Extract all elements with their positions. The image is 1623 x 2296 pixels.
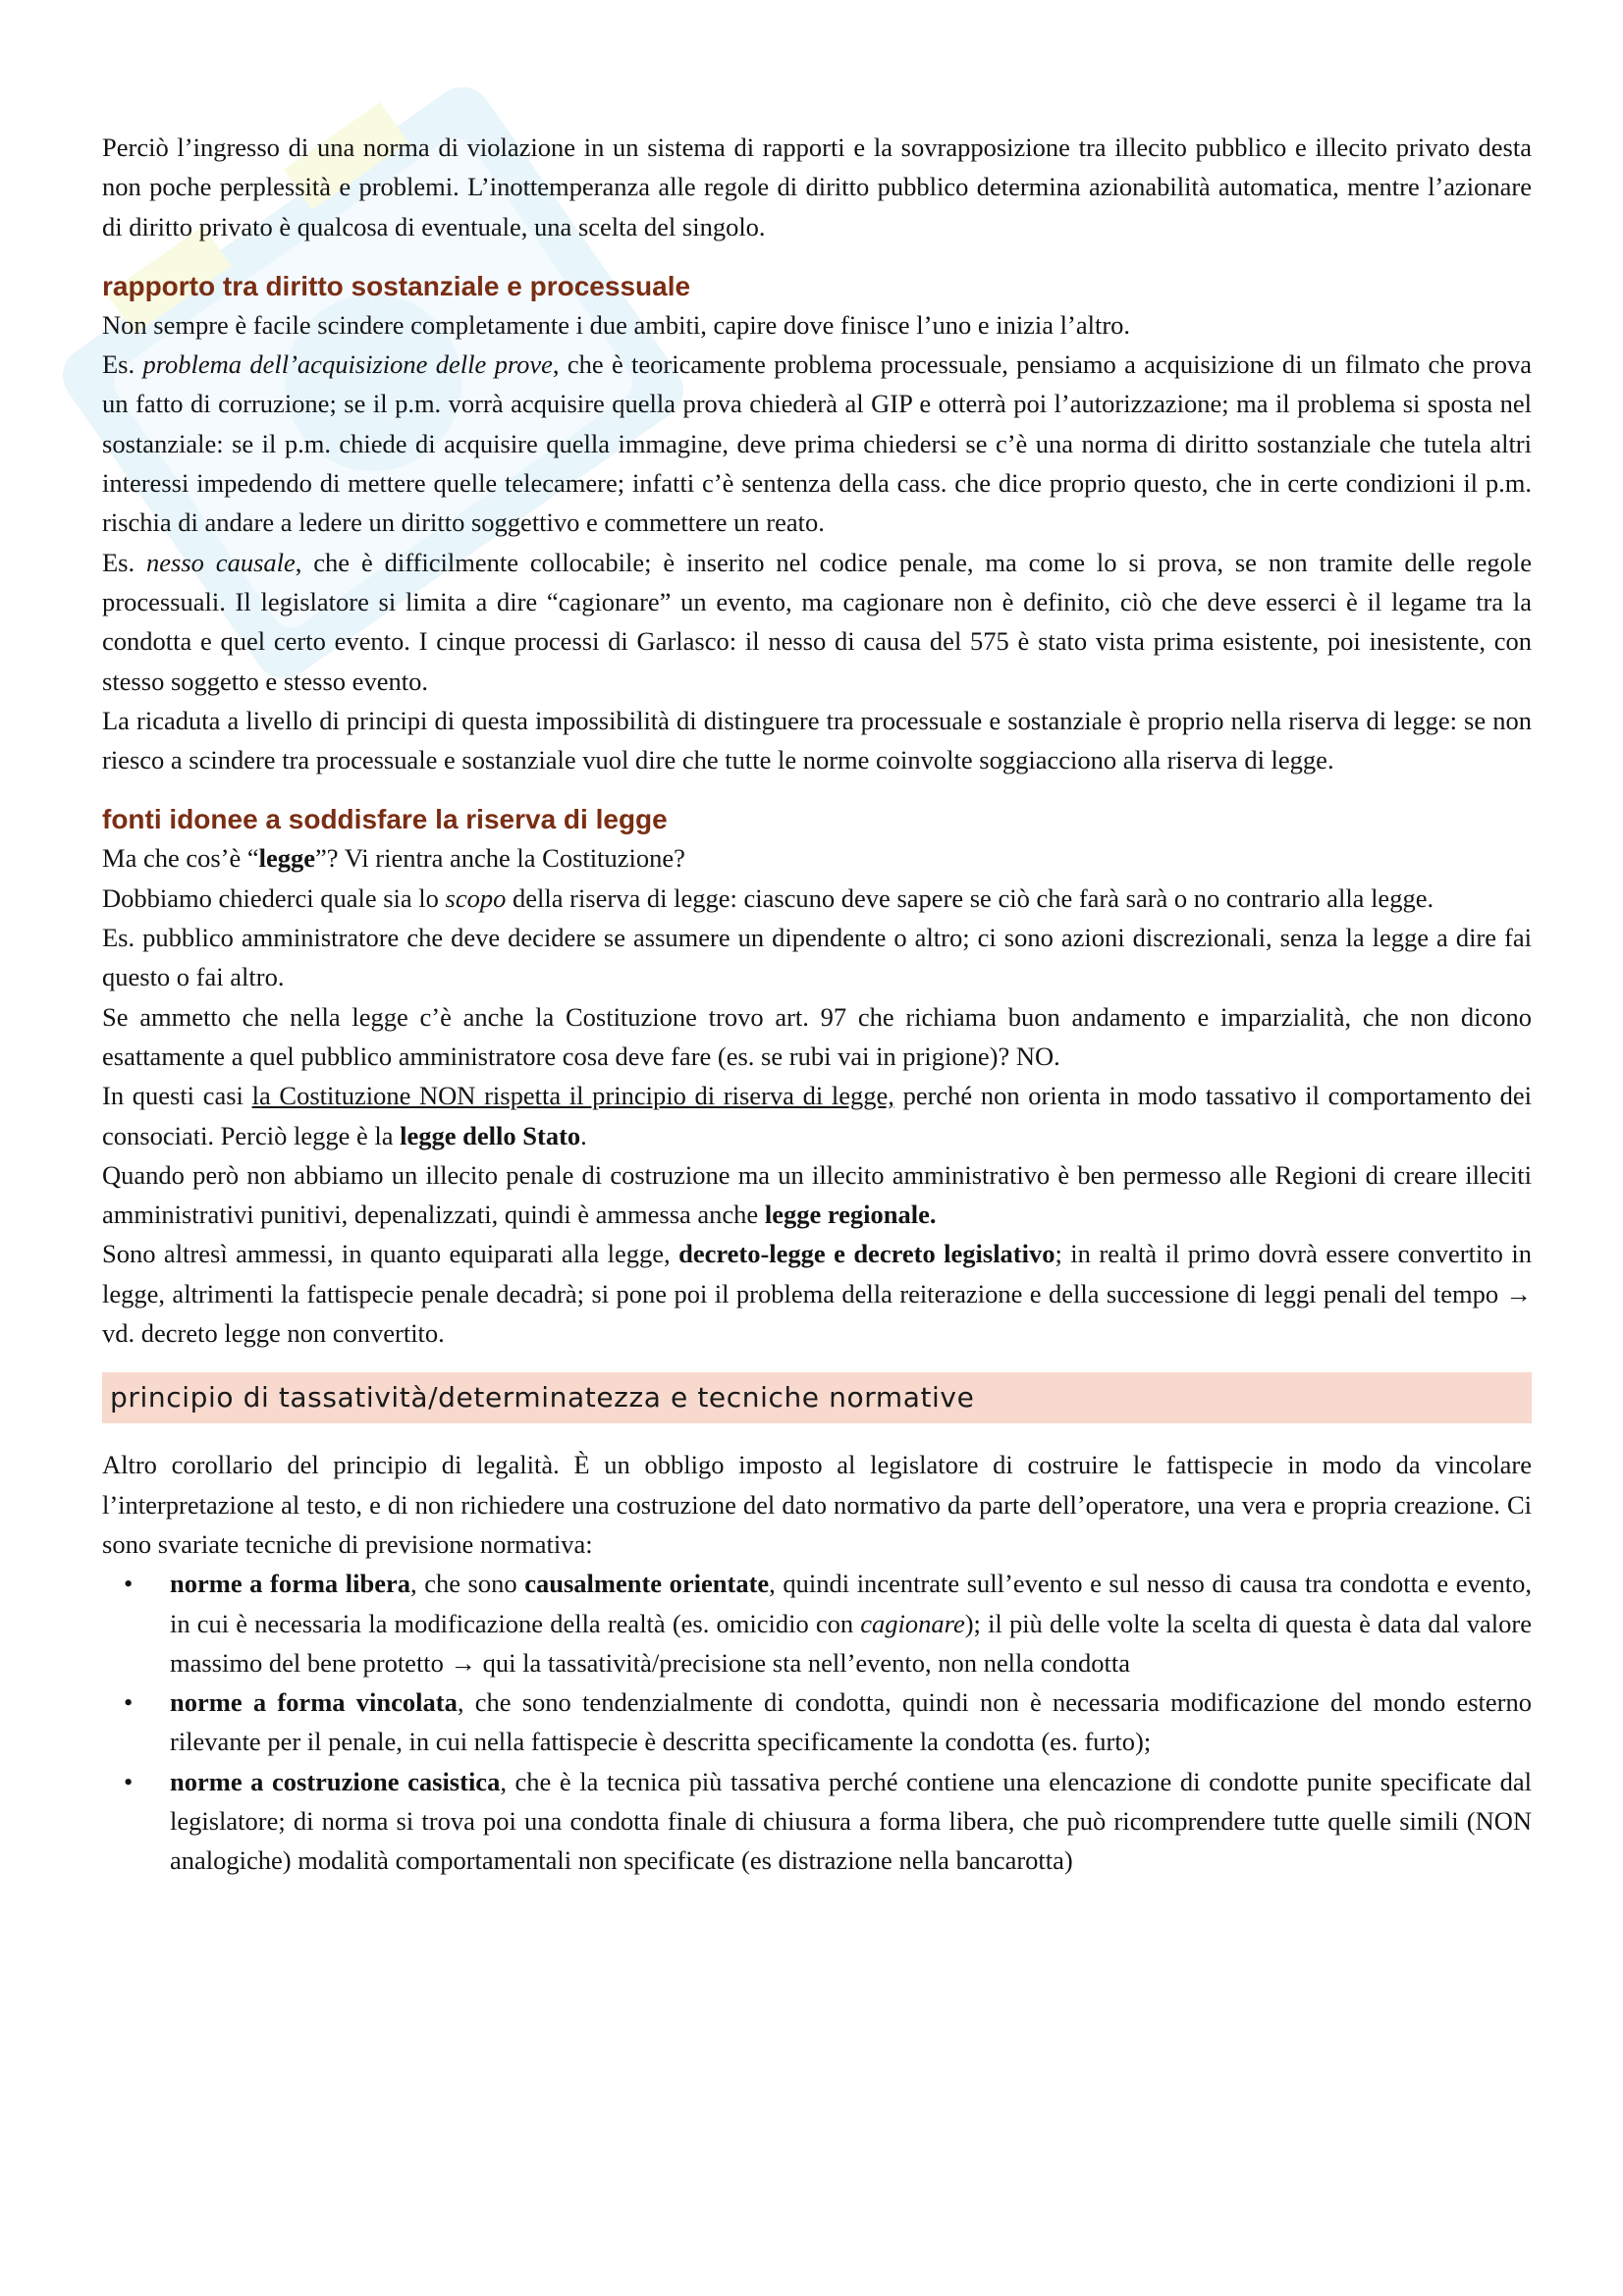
heading-rapporto: rapporto tra diritto sostanziale e processuale — [102, 270, 691, 301]
fonti-casi: In questi casi la Costituzione NON rispetta il principio di riserva di legge, perché non orienta in modo tassativo il comportamento dei consociati. Perciò legge è la legge dello Stato. — [102, 1081, 1533, 1150]
rapporto-p1: Non sempre è facile scindere completamente i due ambiti, capire dove finisce l’uno e inizia l’altro. — [102, 309, 1131, 340]
fonti-example-pa: Es. pubblico amministratore che deve decidere se assumere un dipendente o altro; ci sono azioni discrezionali, senza la legge a dire fai questo o fai altro. — [102, 923, 1532, 992]
rapporto-conclusion: La ricaduta a livello di principi di questa impossibilità di distinguere tra processuale e sostanziale è proprio nella riserva di legge: se non riesco a scindere tra processuale e sostanziale vuol dire che tutte le norme coinvolte soggiacciono alla riserva di legge. — [102, 705, 1532, 775]
rapporto-example-nesso: Es. nesso causale, che è difficilmente collocabile; è inserito nel codice penale, ma come lo si prova, se non tramite delle regole processuali. Il legislatore si limita a dire “cagionare” un evento, ma cagionare non è definito, ciò che deve esserci è il legame tra la condotta e quel certo evento. I cinque processi di Garlasco: il nesso di causa del 575 è stato vista prima esistente, poi inesistente, con stesso soggetto e stesso evento. — [102, 547, 1533, 696]
heading-tassativita: principio di tassatività/determinatezza e tecniche normative — [110, 1381, 975, 1415]
fonti-question: Ma che cos’è “legge”? Vi rientra anche la Costituzione? — [102, 843, 685, 874]
fonti-decreto: Sono altresì ammessi, in quanto equiparati alla legge, decreto-legge e decreto legislativo; in realtà il primo dovrà essere convertito in legge, altrimenti la fattispecie penale decadrà; si pone poi il problema della reiterazione e della successione di leggi penali del tempo → vd. decreto legge non convertito. — [102, 1239, 1532, 1349]
list-item-forma-libera: • norme a forma libera, che sono causalmente orientate, quindi incentrate sull’evento e sul nesso di causa tra condotta e evento, in cui è necessaria la modificazione della realtà (es. omicidio con cagionare); il più delle volte la scelta di questa è data dal valore massimo del bene protetto → qui la tassatività/precisione sta nell’evento, non nella condotta — [102, 1564, 1532, 1682]
tassativita-intro: Altro corollario del principio di legalità. È un obbligo imposto al legislatore di costruire le fattispecie in modo da vincolare l’interpretazione al testo, e di non richiedere una costruzione del dato normativo da parte dell’operatore, una vera e propria creazione. Ci sono svariate tecniche di previsione normativa: — [102, 1450, 1532, 1559]
heading-fonti: fonti idonee a soddisfare la riserva di legge — [102, 804, 668, 835]
fonti-costituzione: Se ammetto che nella legge c’è anche la Costituzione trovo art. 97 che richiama buon andamento e imparzialità, che non dicono esattamente a quel pubblico amministratore cosa deve fare (es. se rubi vai in prigione)? NO. — [102, 1001, 1532, 1071]
rapporto-example-prove: Es. problema dell’acquisizione delle prove, che è teoricamente problema processuale, pensiamo a acquisizione di un filmato che prova un fatto di corruzione; se il p.m. vorrà acquisire quella prova chiederà al GIP e otterrà poi l’autorizzazione; ma il problema si sposta nel sostanziale: se il p.m. chiede di acquisire quella immagine, deve prima chiedersi se c’è una norma di diritto sostanziale che tutela altri interessi impedendo di mettere quelle telecamere; infatti c’è sentenza della cass. che dice proprio questo, che in certe condizioni il p.m. rischia di andare a ledere un diritto soggettivo e commettere un reato. — [102, 349, 1532, 538]
document-page — [102, 128, 1532, 1881]
section-heading-bar — [102, 1372, 1532, 1423]
tecniche-list — [102, 1564, 1532, 1880]
fonti-scopo: Dobbiamo chiederci quale sia lo scopo della riserva di legge: ciascuno deve sapere se ciò che farà sarà o no contrario alla legge. — [102, 882, 1434, 913]
intro-paragraph: Perciò l’ingresso di una norma di violazione in un sistema di rapporti e la sovrapposizione tra illecito pubblico e illecito privato desta non poche perplessità e problemi. L’inottemperanza alle regole di diritto pubblico determina azionabilità automatica, mentre l’azionare di diritto privato è qualcosa di eventuale, una scelta del singolo. — [102, 133, 1532, 241]
list-item-casistica: • norme a costruzione casistica, che è la tecnica più tassativa perché contiene una elencazione di condotte punite specificate dal legislatore; di norma si trova poi una condotta finale di chiusura a forma libera, che può ricomprendere tutte quelle simili (NON analogiche) modalità comportamentali non specificate (es distrazione nella bancarotta) — [102, 1762, 1532, 1881]
list-item-forma-vincolata: • norme a forma vincolata, che sono tendenzialmente di condotta, quindi non è necessaria modificazione del mondo esterno rilevante per il penale, in cui nella fattispecie è descritta specificamente la condotta (es. furto); — [102, 1682, 1532, 1762]
fonti-regioni: Quando però non abbiamo un illecito penale di costruzione ma un illecito amministrativo è ben permesso alle Regioni di creare illeciti amministrativi punitivi, depenalizzati, quindi è ammessa anche legge regionale. — [102, 1159, 1532, 1230]
